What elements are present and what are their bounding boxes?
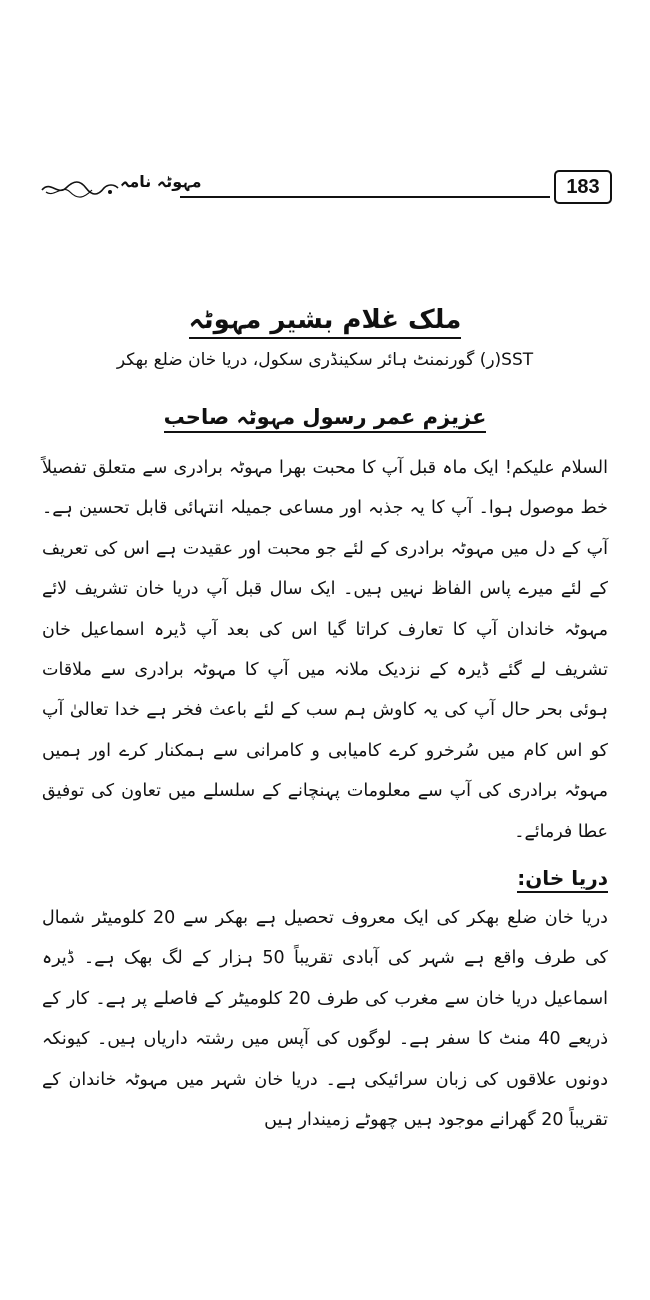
decorative-flourish-icon [40,176,120,200]
section-heading [42,860,608,896]
book-title: مہوٹہ نامہ [120,172,202,191]
article-title [42,300,608,340]
salutation-text: عزیزم عمر رسول مہوٹہ صاحب [164,405,487,433]
section-heading-text: دریا خان: [517,866,608,893]
letter-paragraph: السلام علیکم! ایک ماہ قبل آپ کا محبت بھرا مہوٹہ برادری سے متعلق تفصیلاً خط موصول ہوا۔ آپ کا یہ جذبہ اور مساعی جمیلہ انتہائی قابل تحسین ہے۔ آپ کے دل میں مہوٹہ برادری کے لئے جو محبت اور عقیدت ہے اس کی تعریف کے لئے میرے پاس الفاظ نہیں ہیں۔ ایک سال قبل آپ دریا خان تشریف لائے مہوٹہ خاندان آپ کا تعارف کراتا گیا اس کی بعد آپ ڈیرہ اسماعیل خان تشریف لے گئے ڈیرہ کے نزدیک ملانہ میں آپ کا مہوٹہ برادری سے ملاقات ہوئی بحر حال آپ کی یہ کاوش ہم سب کے لئے باعث فخر ہے خدا تعالیٰ آپ کو اس کام میں سُرخرو کرے کامیابی و کامرانی سے ہمکنار کرے اور ہمیں مہوٹہ برادری کی آپ سے معلومات پہنچانے کے سلسلے میں تعاون کی توفیق عطا فرمائے۔ [42,458,608,842]
page-header [40,170,612,204]
article-title-text: ملک غلام بشیر مہوٹہ [189,305,462,339]
article-subtitle: SST(ر) گورنمنٹ ہائر سکینڈری سکول، دریا خان ضلع بھکر [116,350,534,370]
page-number: 183 [554,170,612,204]
section-paragraph: دریا خان ضلع بھکر کی ایک معروف تحصیل ہے بھکر سے 20 کلومیٹر شمال کی طرف واقع ہے شہر کی آبادی تقریباً 50 ہزار کے لگ بھک ہے۔ ڈیرہ اسماعیل دریا خان سے مغرب کی طرف 20 کلومیٹر کے فاصلے پر ہے۔ کار کے ذریعے 40 منٹ کا سفر ہے۔ لوگوں کی آپس میں رشتہ داریاں ہیں۔ کیونکہ دونوں علاقوں کی زبان سرائیکی ہے۔ دریا خان شہر میں مہوٹہ خاندان کے تقریباً 20 گھرانے موجود ہیں چھوٹے زمیندار ہیں [42,908,608,1131]
article [42,300,608,1141]
salutation [42,400,608,434]
header-rule [180,196,550,198]
